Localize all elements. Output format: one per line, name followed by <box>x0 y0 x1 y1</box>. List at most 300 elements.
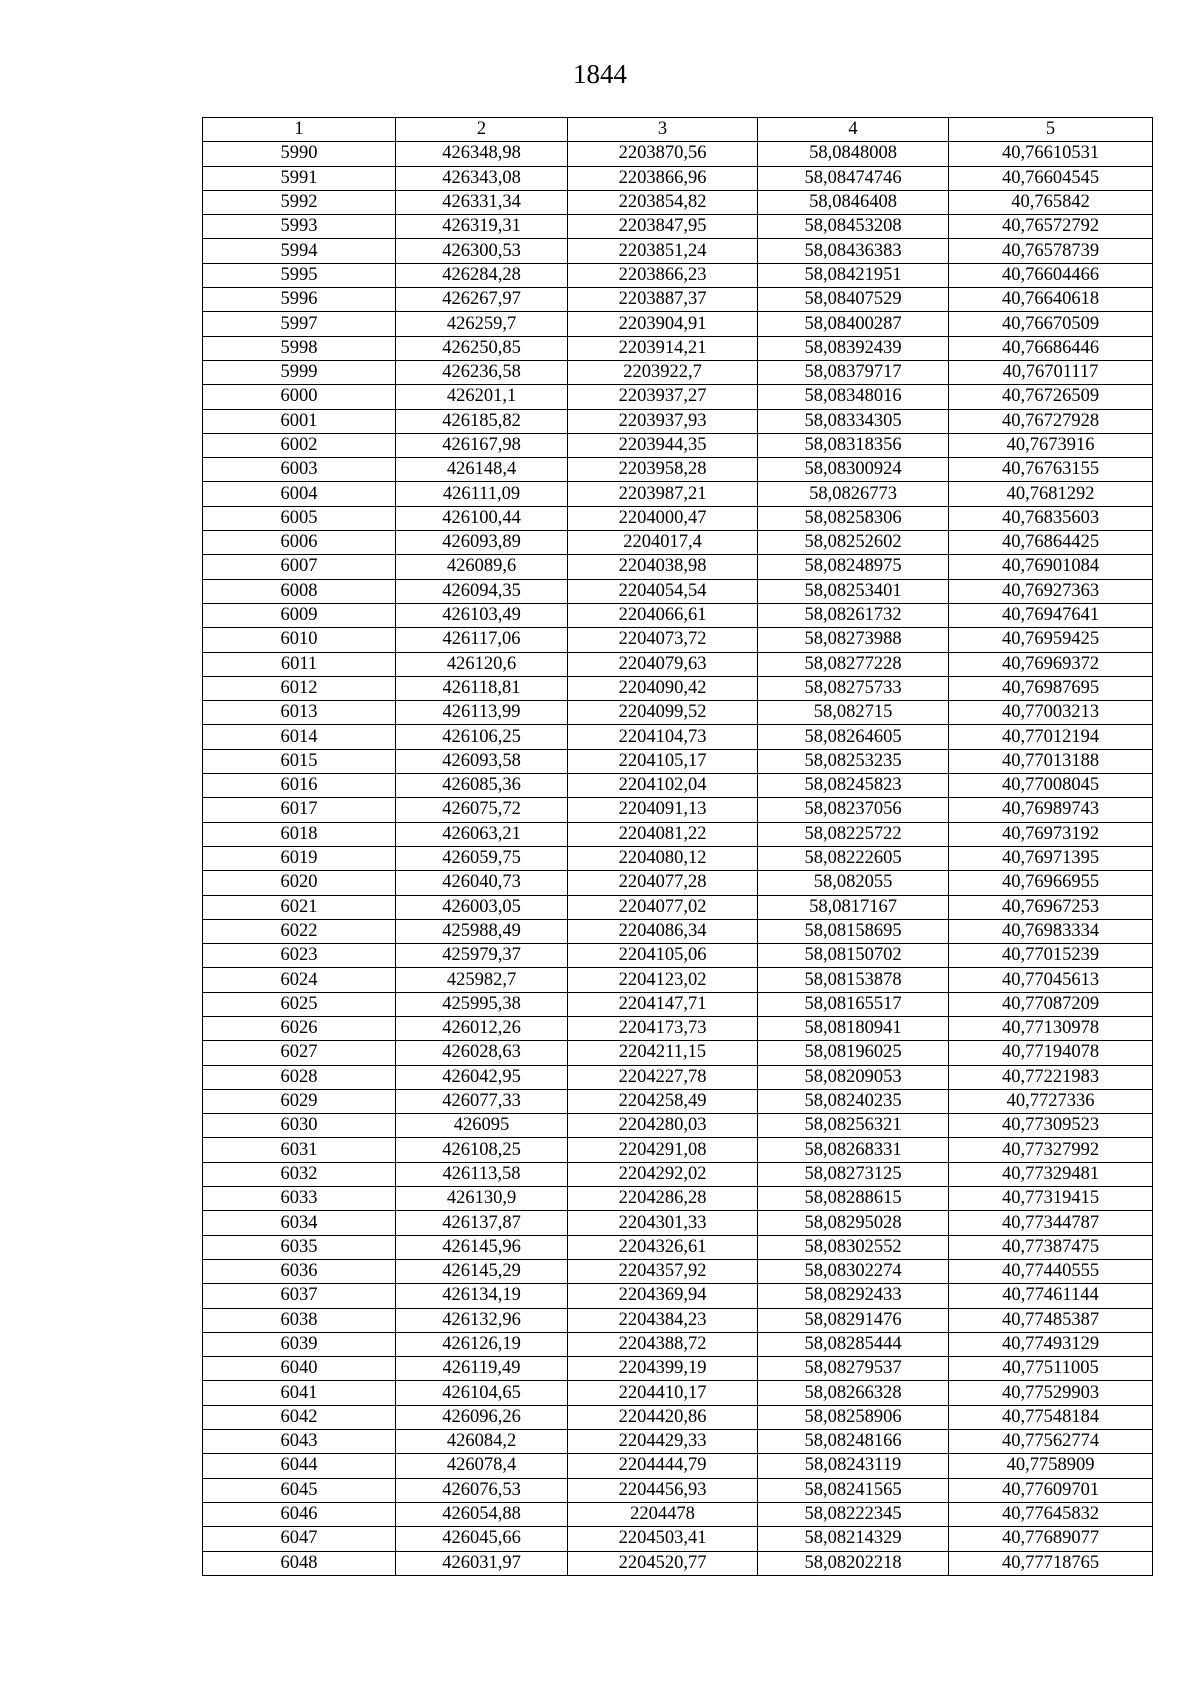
x-coordinate-cell: 425988,49 <box>396 919 568 943</box>
table-row <box>203 1357 1153 1381</box>
table-row <box>203 1454 1153 1478</box>
latitude-cell: 58,08273125 <box>758 1162 949 1186</box>
point-number-cell: 6007 <box>203 555 396 579</box>
latitude-cell: 58,08295028 <box>758 1211 949 1235</box>
x-coordinate-cell: 426040,73 <box>396 871 568 895</box>
x-coordinate-cell: 426100,44 <box>396 506 568 530</box>
y-coordinate-cell: 2204066,61 <box>568 603 758 627</box>
point-number-cell: 6008 <box>203 579 396 603</box>
latitude-cell: 58,0846408 <box>758 190 949 214</box>
point-number-cell: 6038 <box>203 1308 396 1332</box>
point-number-cell: 6037 <box>203 1284 396 1308</box>
point-number-cell: 6012 <box>203 676 396 700</box>
y-coordinate-cell: 2204478 <box>568 1502 758 1526</box>
point-number-cell: 6031 <box>203 1138 396 1162</box>
table-row <box>203 1138 1153 1162</box>
y-coordinate-cell: 2204357,92 <box>568 1259 758 1283</box>
longitude-cell: 40,76763155 <box>949 458 1153 482</box>
longitude-cell: 40,76670509 <box>949 312 1153 336</box>
latitude-cell: 58,08248975 <box>758 555 949 579</box>
point-number-cell: 5993 <box>203 215 396 239</box>
y-coordinate-cell: 2204080,12 <box>568 846 758 870</box>
x-coordinate-cell: 426117,06 <box>396 628 568 652</box>
table-row <box>203 725 1153 749</box>
point-number-cell: 6001 <box>203 409 396 433</box>
y-coordinate-cell: 2204081,22 <box>568 822 758 846</box>
x-coordinate-cell: 426111,09 <box>396 482 568 506</box>
y-coordinate-cell: 2203851,24 <box>568 239 758 263</box>
longitude-cell: 40,77645832 <box>949 1502 1153 1526</box>
point-number-cell: 5999 <box>203 360 396 384</box>
table-row <box>203 385 1153 409</box>
y-coordinate-cell: 2204227,78 <box>568 1065 758 1089</box>
y-coordinate-cell: 2203887,37 <box>568 288 758 312</box>
point-number-cell: 6034 <box>203 1211 396 1235</box>
longitude-cell: 40,77013188 <box>949 749 1153 773</box>
table-row <box>203 603 1153 627</box>
column-header: 1 <box>203 118 396 142</box>
y-coordinate-cell: 2203847,95 <box>568 215 758 239</box>
longitude-cell: 40,77319415 <box>949 1187 1153 1211</box>
point-number-cell: 6009 <box>203 603 396 627</box>
y-coordinate-cell: 2204399,19 <box>568 1357 758 1381</box>
point-number-cell: 6000 <box>203 385 396 409</box>
x-coordinate-cell: 426284,28 <box>396 263 568 287</box>
page-number: 1844 <box>573 59 627 89</box>
latitude-cell: 58,08279537 <box>758 1357 949 1381</box>
x-coordinate-cell: 426267,97 <box>396 288 568 312</box>
point-number-cell: 6003 <box>203 458 396 482</box>
table-row <box>203 628 1153 652</box>
latitude-cell: 58,08421951 <box>758 263 949 287</box>
table-row <box>203 652 1153 676</box>
latitude-cell: 58,08225722 <box>758 822 949 846</box>
table-row <box>203 1527 1153 1551</box>
y-coordinate-cell: 2204079,63 <box>568 652 758 676</box>
column-header: 2 <box>396 118 568 142</box>
table-row <box>203 701 1153 725</box>
x-coordinate-cell: 426103,49 <box>396 603 568 627</box>
x-coordinate-cell: 426031,97 <box>396 1551 568 1575</box>
x-coordinate-cell: 426145,96 <box>396 1235 568 1259</box>
table-row <box>203 1089 1153 1113</box>
y-coordinate-cell: 2204099,52 <box>568 701 758 725</box>
table-row <box>203 1065 1153 1089</box>
coordinates-table <box>202 117 1153 1576</box>
longitude-cell: 40,76973192 <box>949 822 1153 846</box>
point-number-cell: 6048 <box>203 1551 396 1575</box>
y-coordinate-cell: 2203987,21 <box>568 482 758 506</box>
table-row <box>203 1551 1153 1575</box>
point-number-cell: 5991 <box>203 166 396 190</box>
table-row <box>203 555 1153 579</box>
latitude-cell: 58,0817167 <box>758 895 949 919</box>
y-coordinate-cell: 2204410,17 <box>568 1381 758 1405</box>
longitude-cell: 40,77015239 <box>949 944 1153 968</box>
point-number-cell: 6042 <box>203 1405 396 1429</box>
longitude-cell: 40,7758909 <box>949 1454 1153 1478</box>
x-coordinate-cell: 426094,35 <box>396 579 568 603</box>
point-number-cell: 6013 <box>203 701 396 725</box>
point-number-cell: 5990 <box>203 142 396 166</box>
longitude-cell: 40,765842 <box>949 190 1153 214</box>
latitude-cell: 58,082055 <box>758 871 949 895</box>
y-coordinate-cell: 2204086,34 <box>568 919 758 943</box>
table-row <box>203 944 1153 968</box>
longitude-cell: 40,77087209 <box>949 992 1153 1016</box>
table-row <box>203 166 1153 190</box>
table-row <box>203 774 1153 798</box>
longitude-cell: 40,77511005 <box>949 1357 1153 1381</box>
longitude-cell: 40,77194078 <box>949 1041 1153 1065</box>
table-row <box>203 1211 1153 1235</box>
latitude-cell: 58,08214329 <box>758 1527 949 1551</box>
latitude-cell: 58,08196025 <box>758 1041 949 1065</box>
y-coordinate-cell: 2204123,02 <box>568 968 758 992</box>
y-coordinate-cell: 2204173,73 <box>568 1016 758 1040</box>
column-header: 3 <box>568 118 758 142</box>
longitude-cell: 40,76610531 <box>949 142 1153 166</box>
table-row <box>203 506 1153 530</box>
longitude-cell: 40,77562774 <box>949 1430 1153 1454</box>
latitude-cell: 58,08302552 <box>758 1235 949 1259</box>
point-number-cell: 6036 <box>203 1259 396 1283</box>
latitude-cell: 58,08266328 <box>758 1381 949 1405</box>
latitude-cell: 58,08334305 <box>758 409 949 433</box>
point-number-cell: 5992 <box>203 190 396 214</box>
latitude-cell: 58,08258306 <box>758 506 949 530</box>
x-coordinate-cell: 426089,6 <box>396 555 568 579</box>
table-row <box>203 1114 1153 1138</box>
table-row <box>203 531 1153 555</box>
latitude-cell: 58,08209053 <box>758 1065 949 1089</box>
y-coordinate-cell: 2204503,41 <box>568 1527 758 1551</box>
y-coordinate-cell: 2204456,93 <box>568 1478 758 1502</box>
latitude-cell: 58,08264605 <box>758 725 949 749</box>
latitude-cell: 58,08158695 <box>758 919 949 943</box>
longitude-cell: 40,77718765 <box>949 1551 1153 1575</box>
table-row <box>203 1284 1153 1308</box>
y-coordinate-cell: 2204388,72 <box>568 1332 758 1356</box>
longitude-cell: 40,76835603 <box>949 506 1153 530</box>
longitude-cell: 40,76983334 <box>949 919 1153 943</box>
table-row <box>203 1235 1153 1259</box>
latitude-cell: 58,08202218 <box>758 1551 949 1575</box>
latitude-cell: 58,08277228 <box>758 652 949 676</box>
table-row <box>203 360 1153 384</box>
y-coordinate-cell: 2204077,28 <box>568 871 758 895</box>
point-number-cell: 6033 <box>203 1187 396 1211</box>
longitude-cell: 40,76864425 <box>949 531 1153 555</box>
longitude-cell: 40,76578739 <box>949 239 1153 263</box>
x-coordinate-cell: 426145,29 <box>396 1259 568 1283</box>
x-coordinate-cell: 426084,2 <box>396 1430 568 1454</box>
latitude-cell: 58,08241565 <box>758 1478 949 1502</box>
table-row <box>203 798 1153 822</box>
x-coordinate-cell: 426042,95 <box>396 1065 568 1089</box>
point-number-cell: 6014 <box>203 725 396 749</box>
table-body <box>203 142 1153 1576</box>
point-number-cell: 5994 <box>203 239 396 263</box>
y-coordinate-cell: 2204292,02 <box>568 1162 758 1186</box>
latitude-cell: 58,08302274 <box>758 1259 949 1283</box>
longitude-cell: 40,77045613 <box>949 968 1153 992</box>
y-coordinate-cell: 2204104,73 <box>568 725 758 749</box>
y-coordinate-cell: 2204073,72 <box>568 628 758 652</box>
y-coordinate-cell: 2204420,86 <box>568 1405 758 1429</box>
longitude-cell: 40,77440555 <box>949 1259 1153 1283</box>
longitude-cell: 40,76969372 <box>949 652 1153 676</box>
latitude-cell: 58,08240235 <box>758 1089 949 1113</box>
point-number-cell: 6027 <box>203 1041 396 1065</box>
point-number-cell: 6029 <box>203 1089 396 1113</box>
latitude-cell: 58,08318356 <box>758 433 949 457</box>
x-coordinate-cell: 426093,58 <box>396 749 568 773</box>
x-coordinate-cell: 426113,58 <box>396 1162 568 1186</box>
table-row <box>203 142 1153 166</box>
table-row <box>203 579 1153 603</box>
table-row <box>203 1381 1153 1405</box>
x-coordinate-cell: 426236,58 <box>396 360 568 384</box>
latitude-cell: 58,08222605 <box>758 846 949 870</box>
latitude-cell: 58,08150702 <box>758 944 949 968</box>
x-coordinate-cell: 426201,1 <box>396 385 568 409</box>
y-coordinate-cell: 2203944,35 <box>568 433 758 457</box>
x-coordinate-cell: 426167,98 <box>396 433 568 457</box>
table-row <box>203 239 1153 263</box>
table-row <box>203 1332 1153 1356</box>
table-row <box>203 263 1153 287</box>
longitude-cell: 40,76971395 <box>949 846 1153 870</box>
latitude-cell: 58,0848008 <box>758 142 949 166</box>
y-coordinate-cell: 2203870,56 <box>568 142 758 166</box>
point-number-cell: 6041 <box>203 1381 396 1405</box>
latitude-cell: 58,08300924 <box>758 458 949 482</box>
point-number-cell: 6006 <box>203 531 396 555</box>
longitude-cell: 40,77012194 <box>949 725 1153 749</box>
longitude-cell: 40,76604545 <box>949 166 1153 190</box>
y-coordinate-cell: 2204520,77 <box>568 1551 758 1575</box>
point-number-cell: 6017 <box>203 798 396 822</box>
x-coordinate-cell: 426093,89 <box>396 531 568 555</box>
table-row <box>203 822 1153 846</box>
latitude-cell: 58,08237056 <box>758 798 949 822</box>
x-coordinate-cell: 426348,98 <box>396 142 568 166</box>
longitude-cell: 40,76947641 <box>949 603 1153 627</box>
latitude-cell: 58,08407529 <box>758 288 949 312</box>
latitude-cell: 58,08261732 <box>758 603 949 627</box>
y-coordinate-cell: 2204286,28 <box>568 1187 758 1211</box>
point-number-cell: 6030 <box>203 1114 396 1138</box>
y-coordinate-cell: 2204258,49 <box>568 1089 758 1113</box>
point-number-cell: 6023 <box>203 944 396 968</box>
y-coordinate-cell: 2204105,06 <box>568 944 758 968</box>
x-coordinate-cell: 426319,31 <box>396 215 568 239</box>
x-coordinate-cell: 426106,25 <box>396 725 568 749</box>
latitude-cell: 58,08453208 <box>758 215 949 239</box>
longitude-cell: 40,76987695 <box>949 676 1153 700</box>
longitude-cell: 40,7673916 <box>949 433 1153 457</box>
x-coordinate-cell: 426012,26 <box>396 1016 568 1040</box>
longitude-cell: 40,77344787 <box>949 1211 1153 1235</box>
latitude-cell: 58,08348016 <box>758 385 949 409</box>
x-coordinate-cell: 426259,7 <box>396 312 568 336</box>
latitude-cell: 58,08285444 <box>758 1332 949 1356</box>
x-coordinate-cell: 426076,53 <box>396 1478 568 1502</box>
x-coordinate-cell: 426063,21 <box>396 822 568 846</box>
longitude-cell: 40,77221983 <box>949 1065 1153 1089</box>
latitude-cell: 58,08268331 <box>758 1138 949 1162</box>
latitude-cell: 58,08248166 <box>758 1430 949 1454</box>
y-coordinate-cell: 2203937,93 <box>568 409 758 433</box>
x-coordinate-cell: 426078,4 <box>396 1454 568 1478</box>
longitude-cell: 40,76604466 <box>949 263 1153 287</box>
y-coordinate-cell: 2204291,08 <box>568 1138 758 1162</box>
latitude-cell: 58,0826773 <box>758 482 949 506</box>
x-coordinate-cell: 426003,05 <box>396 895 568 919</box>
latitude-cell: 58,08392439 <box>758 336 949 360</box>
longitude-cell: 40,76989743 <box>949 798 1153 822</box>
y-coordinate-cell: 2204147,71 <box>568 992 758 1016</box>
longitude-cell: 40,76701117 <box>949 360 1153 384</box>
point-number-cell: 6040 <box>203 1357 396 1381</box>
point-number-cell: 6022 <box>203 919 396 943</box>
latitude-cell: 58,08436383 <box>758 239 949 263</box>
longitude-cell: 40,76966955 <box>949 871 1153 895</box>
y-coordinate-cell: 2203937,27 <box>568 385 758 409</box>
x-coordinate-cell: 426126,19 <box>396 1332 568 1356</box>
y-coordinate-cell: 2203904,91 <box>568 312 758 336</box>
table-row <box>203 1187 1153 1211</box>
table-row <box>203 458 1153 482</box>
table-row <box>203 846 1153 870</box>
table-row <box>203 1478 1153 1502</box>
point-number-cell: 6046 <box>203 1502 396 1526</box>
x-coordinate-cell: 426120,6 <box>396 652 568 676</box>
y-coordinate-cell: 2204384,23 <box>568 1308 758 1332</box>
table-row <box>203 288 1153 312</box>
x-coordinate-cell: 426118,81 <box>396 676 568 700</box>
table-row <box>203 215 1153 239</box>
y-coordinate-cell: 2204280,03 <box>568 1114 758 1138</box>
table-row <box>203 919 1153 943</box>
y-coordinate-cell: 2203866,96 <box>568 166 758 190</box>
x-coordinate-cell: 426113,99 <box>396 701 568 725</box>
x-coordinate-cell: 426059,75 <box>396 846 568 870</box>
y-coordinate-cell: 2203922,7 <box>568 360 758 384</box>
y-coordinate-cell: 2204444,79 <box>568 1454 758 1478</box>
y-coordinate-cell: 2204105,17 <box>568 749 758 773</box>
point-number-cell: 5997 <box>203 312 396 336</box>
latitude-cell: 58,08273988 <box>758 628 949 652</box>
x-coordinate-cell: 426108,25 <box>396 1138 568 1162</box>
point-number-cell: 6047 <box>203 1527 396 1551</box>
latitude-cell: 58,08379717 <box>758 360 949 384</box>
latitude-cell: 58,08253235 <box>758 749 949 773</box>
x-coordinate-cell: 426075,72 <box>396 798 568 822</box>
longitude-cell: 40,76959425 <box>949 628 1153 652</box>
point-number-cell: 5995 <box>203 263 396 287</box>
latitude-cell: 58,08253401 <box>758 579 949 603</box>
latitude-cell: 58,08474746 <box>758 166 949 190</box>
longitude-cell: 40,76901084 <box>949 555 1153 579</box>
table-row <box>203 1016 1153 1040</box>
table-row <box>203 482 1153 506</box>
y-coordinate-cell: 2204091,13 <box>568 798 758 822</box>
longitude-cell: 40,77461144 <box>949 1284 1153 1308</box>
y-coordinate-cell: 2203914,21 <box>568 336 758 360</box>
longitude-cell: 40,76967253 <box>949 895 1153 919</box>
y-coordinate-cell: 2204369,94 <box>568 1284 758 1308</box>
table-row <box>203 1259 1153 1283</box>
latitude-cell: 58,08400287 <box>758 312 949 336</box>
point-number-cell: 5996 <box>203 288 396 312</box>
y-coordinate-cell: 2204038,98 <box>568 555 758 579</box>
longitude-cell: 40,77548184 <box>949 1405 1153 1429</box>
point-number-cell: 6005 <box>203 506 396 530</box>
point-number-cell: 6004 <box>203 482 396 506</box>
x-coordinate-cell: 425982,7 <box>396 968 568 992</box>
longitude-cell: 40,7727336 <box>949 1089 1153 1113</box>
y-coordinate-cell: 2204301,33 <box>568 1211 758 1235</box>
longitude-cell: 40,7681292 <box>949 482 1153 506</box>
latitude-cell: 58,08165517 <box>758 992 949 1016</box>
y-coordinate-cell: 2204077,02 <box>568 895 758 919</box>
point-number-cell: 6032 <box>203 1162 396 1186</box>
y-coordinate-cell: 2204090,42 <box>568 676 758 700</box>
table-row <box>203 409 1153 433</box>
latitude-cell: 58,08275733 <box>758 676 949 700</box>
table-row <box>203 1502 1153 1526</box>
latitude-cell: 58,08245823 <box>758 774 949 798</box>
latitude-cell: 58,08153878 <box>758 968 949 992</box>
x-coordinate-cell: 426343,08 <box>396 166 568 190</box>
x-coordinate-cell: 426054,88 <box>396 1502 568 1526</box>
point-number-cell: 6019 <box>203 846 396 870</box>
point-number-cell: 6015 <box>203 749 396 773</box>
x-coordinate-cell: 426137,87 <box>396 1211 568 1235</box>
latitude-cell: 58,08243119 <box>758 1454 949 1478</box>
point-number-cell: 6024 <box>203 968 396 992</box>
latitude-cell: 58,08256321 <box>758 1114 949 1138</box>
y-coordinate-cell: 2204211,15 <box>568 1041 758 1065</box>
x-coordinate-cell: 426085,36 <box>396 774 568 798</box>
longitude-cell: 40,76686446 <box>949 336 1153 360</box>
point-number-cell: 6035 <box>203 1235 396 1259</box>
x-coordinate-cell: 426096,26 <box>396 1405 568 1429</box>
table-row <box>203 1405 1153 1429</box>
longitude-cell: 40,76927363 <box>949 579 1153 603</box>
x-coordinate-cell: 426045,66 <box>396 1527 568 1551</box>
point-number-cell: 6021 <box>203 895 396 919</box>
longitude-cell: 40,76727928 <box>949 409 1153 433</box>
column-header: 4 <box>758 118 949 142</box>
table-row <box>203 871 1153 895</box>
y-coordinate-cell: 2203958,28 <box>568 458 758 482</box>
latitude-cell: 58,08291476 <box>758 1308 949 1332</box>
table-row <box>203 749 1153 773</box>
longitude-cell: 40,77130978 <box>949 1016 1153 1040</box>
latitude-cell: 58,08288615 <box>758 1187 949 1211</box>
y-coordinate-cell: 2203866,23 <box>568 263 758 287</box>
y-coordinate-cell: 2204017,4 <box>568 531 758 555</box>
table-row <box>203 1430 1153 1454</box>
y-coordinate-cell: 2204326,61 <box>568 1235 758 1259</box>
x-coordinate-cell: 426331,34 <box>396 190 568 214</box>
longitude-cell: 40,77329481 <box>949 1162 1153 1186</box>
table-header <box>203 118 1153 142</box>
table-row <box>203 336 1153 360</box>
